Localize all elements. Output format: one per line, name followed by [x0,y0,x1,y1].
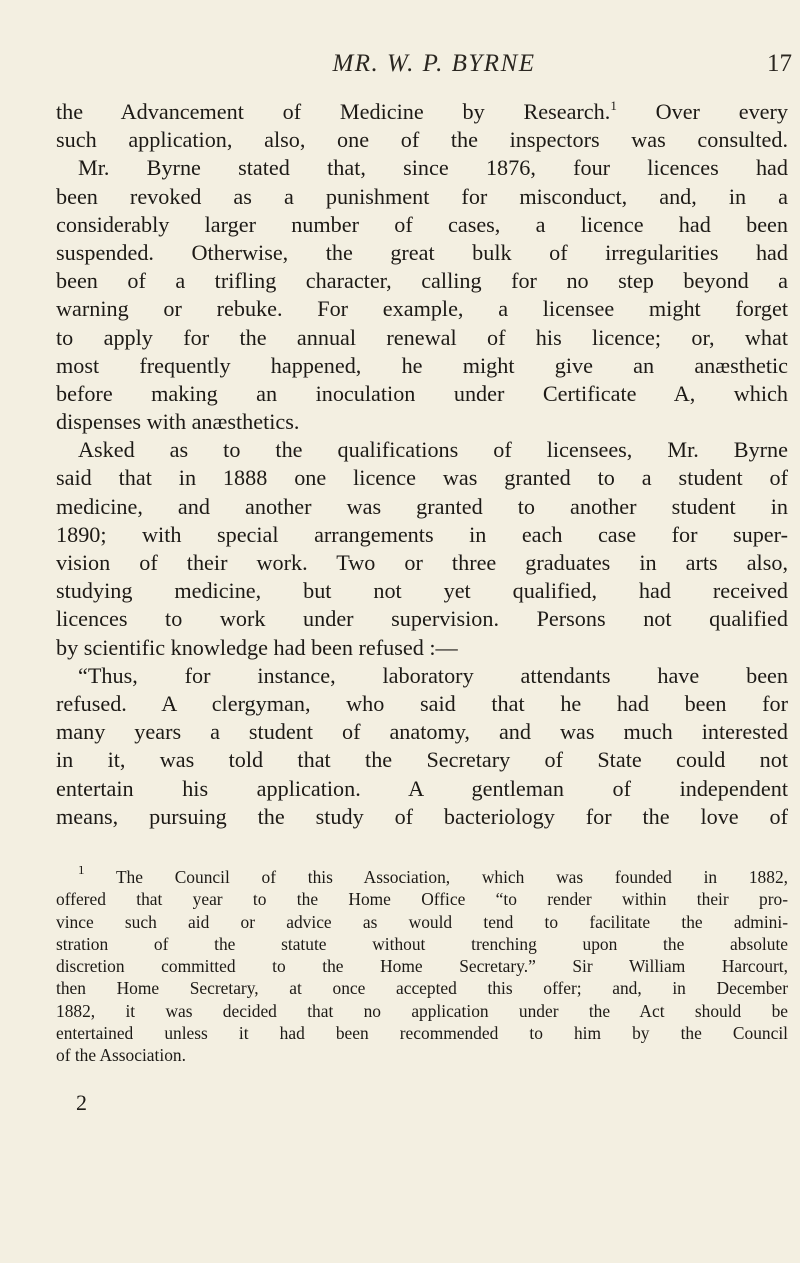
text-line: in it, was told that the Secretary of State could not [56,747,788,773]
footnote-line: then Home Secretary, at once accepted this offer; and, in December [56,978,788,999]
text-line: many years a student of anatomy, and was much interested [56,719,788,745]
footnote-line: discretion committed to the Home Secretary.” Sir William Harcourt, [56,956,788,977]
main-text [56,98,788,831]
footnote-line: stration of the statute without trenching upon the absolute [56,933,788,954]
text-line: by scientific knowledge had been refused :— [56,634,458,660]
text-line: “Thus, for instance, laboratory attendants have been [78,662,788,688]
text-line: Asked as to the qualifications of licensees, Mr. Byrne [78,437,788,463]
text-line: before making an inoculation under Certificate A, which [56,380,788,406]
text-line: licences to work under supervision. Persons not qualified [56,606,788,632]
footnote-line: $^1$ The Council of this Association, which was founded in 1882, [56,866,788,888]
text-line: entertain his application. A gentleman of independent [56,775,788,801]
footnote-line: of the Association. [56,1045,186,1066]
text-line: studying medicine, but not yet qualified, had received [56,578,788,604]
footnote-line: offered that year to the Home Office “to render within their pro- [56,889,788,910]
text-line: such application, also, one of the inspectors was consulted. [56,127,788,153]
text-line: suspended. Otherwise, the great bulk of irregularities had [56,239,788,265]
signature-mark: 2 [76,1090,87,1115]
footnote-line: 1882, it was decided that no application under the Act should be [56,1000,788,1021]
page-header [66,50,800,90]
text-line: to apply for the annual renewal of his licence; or, what [56,324,788,350]
page-number: 17 [767,50,792,77]
footnote [56,866,788,1067]
text-line: refused. A clergyman, who said that he had been for [56,690,788,716]
footnote-reference: 1 [610,98,617,113]
text-line: medicine, and another was granted to another student in [56,493,788,519]
text-line: most frequently happened, he might give an anæsthetic [56,352,788,378]
text-line: vision of their work. Two or three graduates in arts also, [56,550,788,575]
text-line: been of a trifling character, calling for no step beyond a [56,268,788,294]
text-line: warning or rebuke. For example, a licensee might forget [56,296,788,322]
footnote-line: entertained unless it had been recommended to him by the Council [56,1023,788,1044]
text-line: been revoked as a punishment for misconduct, and, in a [56,183,788,209]
text-line: said that in 1888 one licence was granted to a student of [56,465,788,491]
footnote-line: vince such aid or advice as would tend to facilitate the admini- [56,911,788,932]
text-line: the Advancement of Medicine by Research.$^1$ Over every [56,98,788,124]
text-line: Mr. Byrne stated that, since 1876, four licences had [78,155,788,181]
footnote-marker: 1 [78,866,85,877]
running-head: MR. W. P. BYRNE [332,50,536,77]
text-line: means, pursuing the study of bacteriology for the love of [56,803,788,829]
text-line: 1890; with special arrangements in each case for super- [56,521,788,547]
text-line: dispenses with anæsthetics. [56,409,300,435]
text-line: considerably larger number of cases, a licence had been [56,211,788,237]
